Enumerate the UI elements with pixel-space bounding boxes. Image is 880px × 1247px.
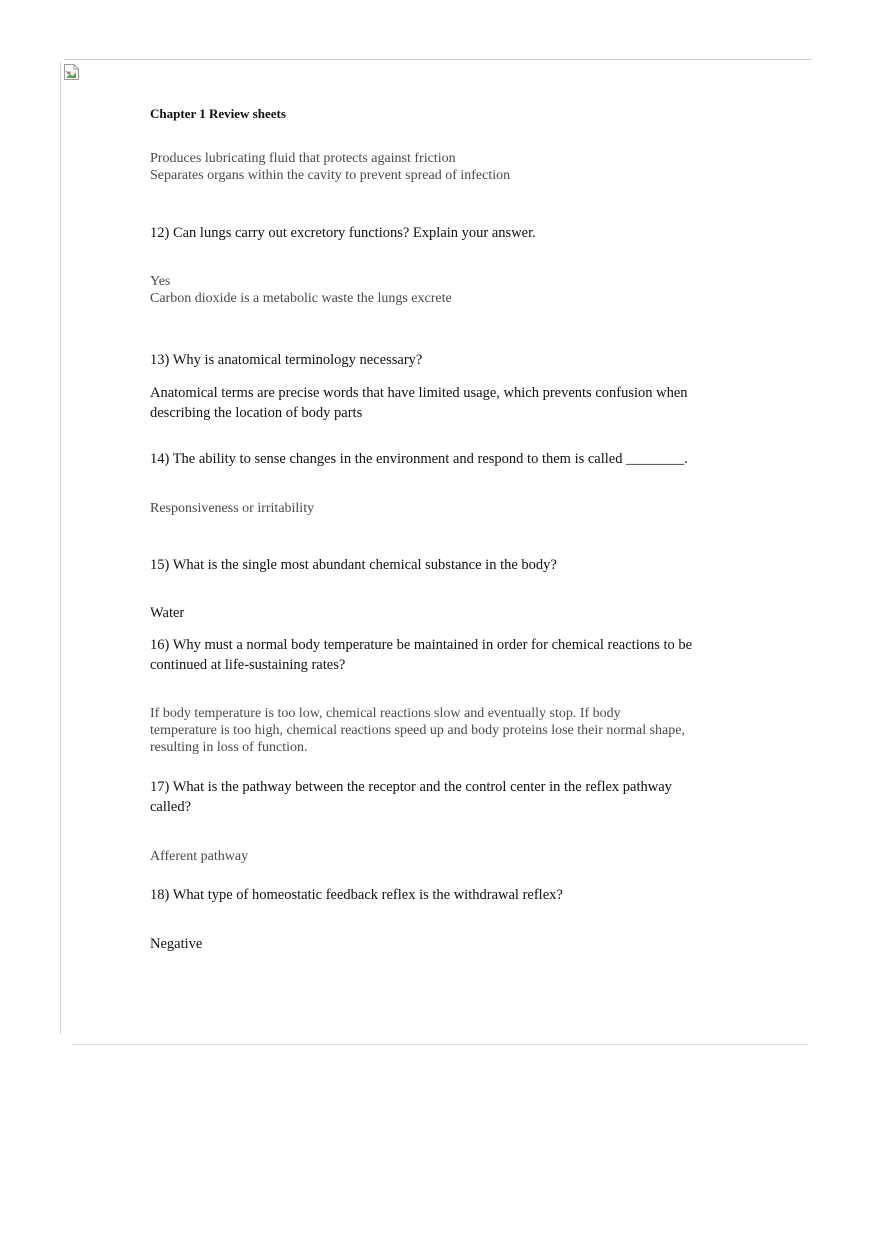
question-17-line-1: 17) What is the pathway between the receptor and the control center in the reflex pathway — [150, 779, 672, 795]
page-frame-top-border — [64, 59, 812, 60]
question-13: 13) Why is anatomical terminology necessary? — [150, 352, 423, 368]
answer-13-line-2: describing the location of body parts — [150, 405, 363, 421]
question-15: 15) What is the single most abundant chemical substance in the body? — [150, 557, 557, 573]
question-12: 12) Can lungs carry out excretory functions? Explain your answer. — [150, 225, 536, 241]
broken-image-icon — [63, 63, 81, 81]
answer-16-line-2: temperature is too high, chemical reactions speed up and body proteins lose their normal shape, — [150, 723, 685, 738]
answer-16-line-1: If body temperature is too low, chemical reactions slow and eventually stop. If body — [150, 706, 621, 721]
answer-15: Water — [150, 605, 185, 621]
document-title: Chapter 1 Review sheets — [150, 106, 286, 121]
answer-14: Responsiveness or irritability — [150, 501, 315, 516]
answer-12-line-1: Yes — [150, 274, 171, 289]
question-16-line-2: continued at life-sustaining rates? — [150, 657, 346, 673]
answer-16-line-3: resulting in loss of function. — [150, 740, 308, 755]
question-18: 18) What type of homeostatic feedback reflex is the withdrawal reflex? — [150, 887, 563, 903]
page-frame-left-border — [60, 62, 61, 1034]
answer-12-line-2: Carbon dioxide is a metabolic waste the lungs excrete — [150, 291, 452, 306]
answer-17: Afferent pathway — [150, 849, 249, 864]
intro-answer-line-2: Separates organs within the cavity to prevent spread of infection — [150, 168, 511, 183]
question-17-line-2: called? — [150, 799, 192, 815]
answer-13-line-1: Anatomical terms are precise words that have limited usage, which prevents confusion when — [150, 385, 688, 401]
question-16-line-1: 16) Why must a normal body temperature be maintained in order for chemical reactions to be — [150, 637, 693, 653]
question-14: 14) The ability to sense changes in the environment and respond to them is called ________. — [150, 451, 688, 467]
page-frame-bottom-border — [72, 1044, 808, 1045]
answer-18: Negative — [150, 936, 203, 952]
intro-answer-line-1: Produces lubricating fluid that protects against friction — [150, 151, 456, 166]
